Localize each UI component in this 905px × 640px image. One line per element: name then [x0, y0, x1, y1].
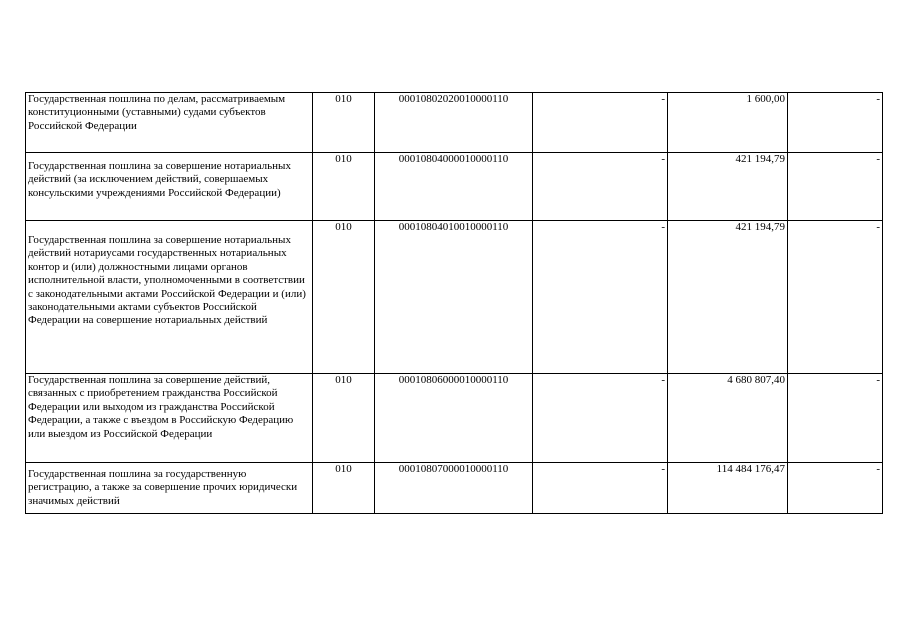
row-name [26, 374, 313, 463]
row-kbk-code: 00010806000010000110 [375, 374, 533, 463]
row-col4-value: - [533, 153, 668, 221]
row-col5-value: 4 680 807,40 [668, 374, 788, 463]
row-name [26, 221, 313, 374]
row-col6-value: - [788, 153, 883, 221]
row-line-code: 010 [313, 463, 375, 514]
row-col6-value: - [788, 463, 883, 514]
table-row [26, 221, 883, 374]
row-col4-value: - [533, 93, 668, 153]
row-line-code: 010 [313, 153, 375, 221]
row-line-code: 010 [313, 374, 375, 463]
row-kbk-code: 00010804010010000110 [375, 221, 533, 374]
row-name-text: Государственная пошлина за совершение действий, связанных с приобретением гражданства Российской Федерации или выходом из гражданства Российской Федерации, а также с въездом в Российскую Федерацию или выездом из Российской Федерации [28, 374, 294, 440]
row-col5-value: 421 194,79 [668, 153, 788, 221]
row-col4-value: - [533, 463, 668, 514]
table-row [26, 374, 883, 463]
row-name [26, 463, 313, 514]
row-name-text: Государственная пошлина за совершение нотариальных действий (за исключением действий, совершаемых консульскими учреждениями Российской Федерации) [28, 160, 291, 199]
row-name-text: Государственная пошлина за совершение нотариальных действий нотариусами государственных нотариальных контор и (или) должностными лицами органов исполнительной власти, уполномоченными в соответствии с законодательными актами Российской Федерации и (или) законодательными актами субъектов Российской Федерации на совершение нотариальных действий [28, 234, 306, 327]
row-col4-value: - [533, 221, 668, 374]
row-name-text: Государственная пошлина по делам, рассматриваемым конституционными (уставными) судами субъектов Российской Федерации [28, 93, 286, 132]
row-kbk-code: 00010802020010000110 [375, 93, 533, 153]
row-name [26, 153, 313, 221]
table-row [26, 153, 883, 221]
row-col6-value: - [788, 221, 883, 374]
row-col4-value: - [533, 374, 668, 463]
table-row [26, 93, 883, 153]
row-col5-value: 421 194,79 [668, 221, 788, 374]
table-row [26, 463, 883, 514]
row-kbk-code: 00010807000010000110 [375, 463, 533, 514]
row-line-code: 010 [313, 93, 375, 153]
row-name [26, 93, 313, 153]
row-col6-value: - [788, 374, 883, 463]
row-col6-value: - [788, 93, 883, 153]
row-col5-value: 114 484 176,47 [668, 463, 788, 514]
row-kbk-code: 00010804000010000110 [375, 153, 533, 221]
row-col5-value: 1 600,00 [668, 93, 788, 153]
row-line-code: 010 [313, 221, 375, 374]
row-name-text: Государственная пошлина за государственную регистрацию, а также за совершение прочих юридически значимых действий [28, 468, 298, 507]
revenue-table [25, 92, 883, 514]
